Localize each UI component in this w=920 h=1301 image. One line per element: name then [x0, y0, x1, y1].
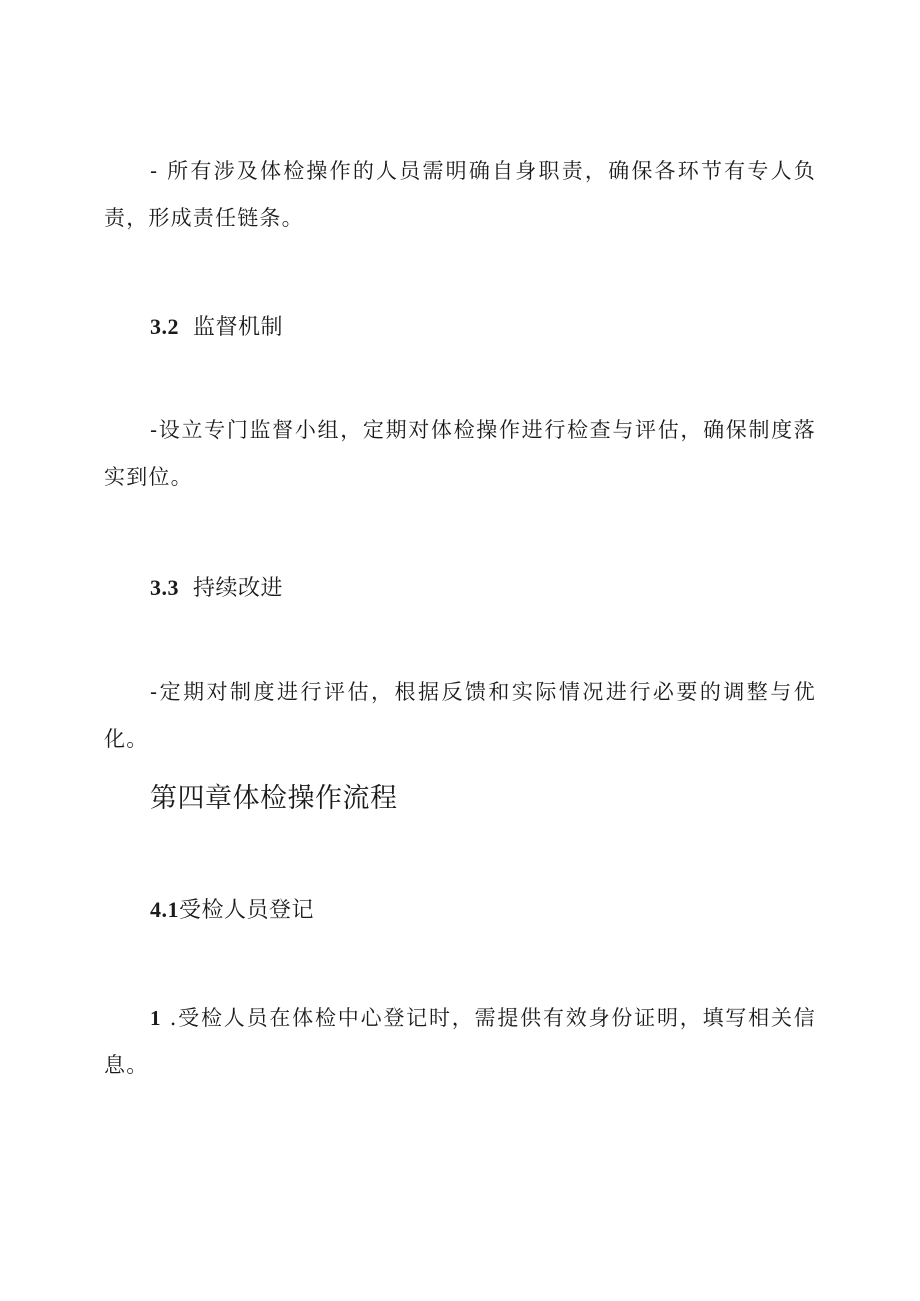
paragraph-improvement: -定期对制度进行评估，根据反馈和实际情况进行必要的调整与优化。 — [104, 680, 816, 751]
paragraph-registration — [104, 995, 816, 1089]
section-number: 3.3 — [150, 575, 179, 600]
list-text: .受检人员在体检中心登记时，需提供有效身份证明，填写相关信息。 — [104, 1006, 816, 1077]
section-heading-3-3 — [150, 572, 862, 605]
section-number: 4.1 — [150, 897, 179, 922]
section-title: 监督机制 — [193, 315, 284, 340]
section-title: 持续改进 — [193, 576, 284, 601]
list-number: 1 — [150, 1006, 162, 1030]
paragraph-supervision: -设立专门监督小组，定期对体检操作进行检查与评估，确保制度落实到位。 — [104, 418, 816, 489]
chapter-heading: 第四章体检操作流程 — [150, 783, 398, 814]
paragraph-responsibility: - 所有涉及体检操作的人员需明确自身职责，确保各环节有专人负责，形成责任链条。 — [104, 159, 816, 230]
section-number: 3.2 — [150, 314, 179, 339]
section-title: 受检人员登记 — [179, 898, 315, 923]
section-heading-3-2 — [150, 311, 862, 344]
section-heading-4-1 — [150, 894, 862, 927]
